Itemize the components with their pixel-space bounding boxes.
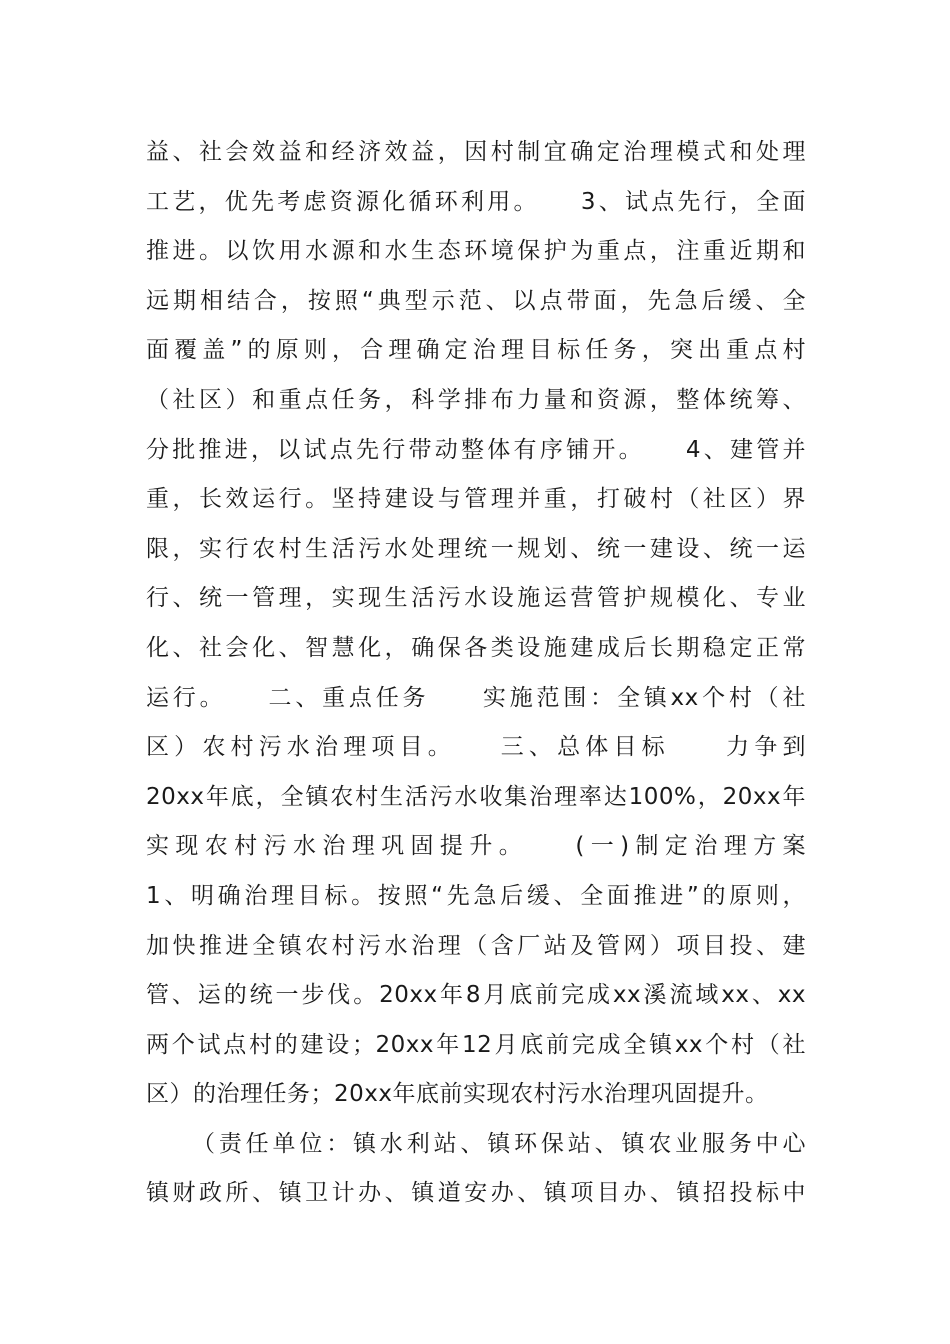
text-line: 区）的治理任务；20xx年底前实现农村污水治理巩固提升。	[146, 1081, 769, 1108]
text-line: 工艺，优先考虑资源化循环利用。 3、试点先行，全面	[146, 188, 806, 215]
text-line: 加快推进全镇农村污水治理（含厂站及管网）项目投、建	[146, 932, 806, 959]
text-line: 区）农村污水治理项目。 三、总体目标 力争到	[146, 734, 806, 761]
text-line: 面覆盖”的原则，合理确定治理目标任务，突出重点村	[146, 337, 806, 364]
text-line: 远期相结合，按照“典型示范、以点带面，先急后缓、全	[146, 287, 806, 314]
text-line: 益、社会效益和经济效益，因村制宜确定治理模式和处理	[146, 139, 806, 165]
text-line: 分批推进，以试点先行带动整体有序铺开。 4、建管并	[146, 436, 806, 463]
text-line: 管、运的统一步伐。20xx年8月底前完成xx溪流域xx、xx	[146, 982, 806, 1009]
text-line: 1、明确治理目标。按照“先急后缓、全面推进”的原则，	[146, 882, 806, 909]
text-line: 推进。以饮用水源和水生态环境保护为重点，注重近期和	[146, 238, 806, 265]
text-line: 运行。 二、重点任务 实施范围：全镇xx个村（社	[146, 684, 806, 711]
text-line: （社区）和重点任务，科学排布力量和资源，整体统筹、	[146, 386, 806, 413]
text-line: 镇财政所、镇卫计办、镇道安办、镇项目办、镇招投标中	[146, 1180, 806, 1207]
text-line: 两个试点村的建设；20xx年12月底前完成全镇xx个村（社	[146, 1031, 806, 1058]
text-line: 行、统一管理，实现生活污水设施运营管护规模化、专业	[146, 585, 806, 612]
text-line: 20xx年底，全镇农村生活污水收集治理率达100%，20xx年	[146, 783, 806, 810]
body-text	[146, 128, 806, 1219]
text-line: 化、社会化、智慧化，确保各类设施建成后长期稳定正常	[146, 634, 806, 661]
text-line: 限，实行农村生活污水处理统一规划、统一建设、统一运	[146, 535, 806, 562]
text-line: 重，长效运行。坚持建设与管理并重，打破村（社区）界	[146, 486, 806, 513]
text-line: （责任单位：镇水利站、镇环保站、镇农业服务中心	[192, 1130, 806, 1157]
text-line: 实现农村污水治理巩固提升。 (一)制定治理方案	[146, 833, 806, 860]
